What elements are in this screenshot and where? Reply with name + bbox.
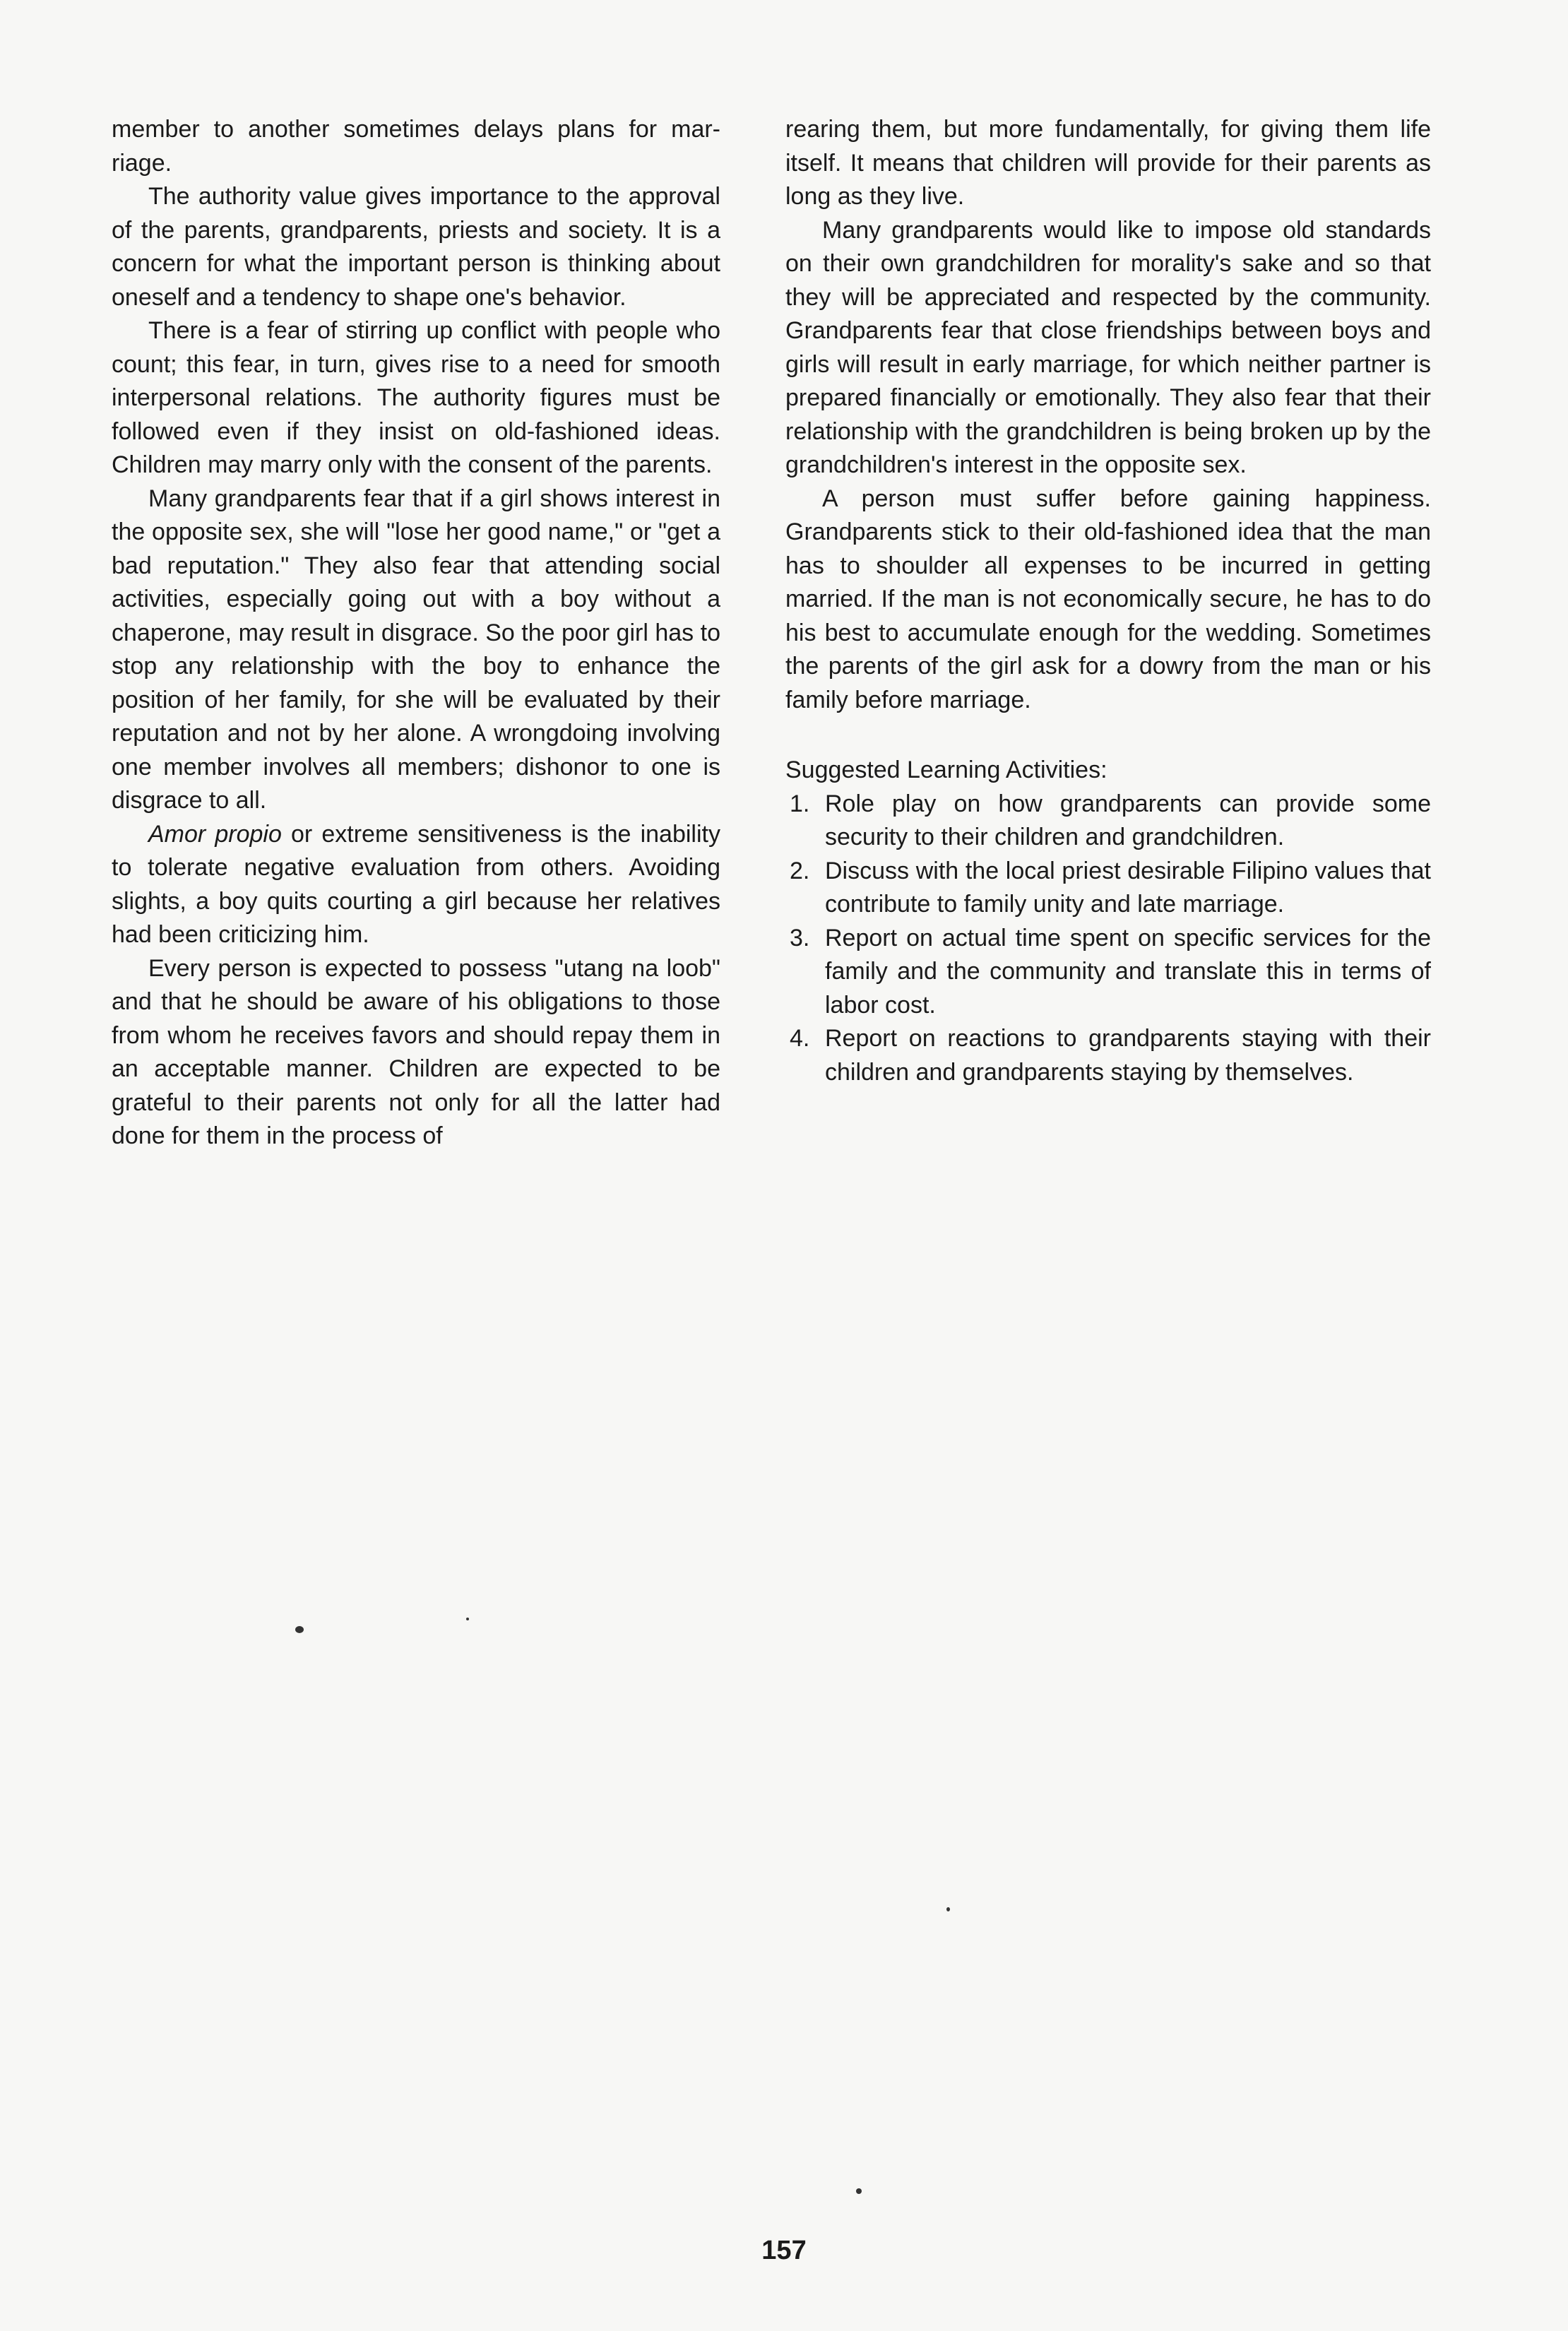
paragraph-rearing-continuation: rearing them, but more fundamentally, for giving them life itself. It means that children will provide for their parents as long as they live.: [785, 116, 1431, 210]
activities-list: [785, 788, 1431, 1090]
activities-heading: Suggested Learning Activities:: [785, 757, 1107, 783]
list-item: [785, 855, 1431, 922]
list-item-text: Report on reactions to grandparents staying with their children and grandparents staying by themselves.: [825, 1025, 1431, 1086]
list-item-number: 3.: [790, 924, 810, 951]
paragraph-amor-propio: [112, 818, 720, 952]
paragraph-grandparents-fear: Many grandparents fear that if a girl shows interest in the opposite sex, she will "lose her good name," or "get a bad reputation." They also fear that attending social activities, especially going out with a boy without a chaperone, may result in disgrace. So the poor girl has to stop any relationship with the boy to enhance the position of her family, for she will be evaluated by their reputation and not by her alone. A wrongdoing involving one member involves all members; dishonor to one is disgrace to all.: [112, 485, 720, 814]
left-column: [112, 113, 720, 1153]
scan-speck: [856, 2188, 862, 2194]
scan-speck: [946, 1907, 950, 1911]
list-item: [785, 788, 1431, 855]
paragraph-old-standards: Many grandparents would like to impose old standards on their own grandchildren for morality's sake and so that they will be appreciated and respected by the community. Grandparents fear that close friendships between boys and girls will result in early marriage, for which neither partner is prepared financially or emotionally. They also fear that their relationship with the grandchildren is being broken up by the grandchildren's interest in the opposite sex.: [785, 216, 1431, 478]
right-column: [785, 113, 1431, 1089]
page-number: 157: [761, 2236, 807, 2265]
list-item-text: Discuss with the local priest desirable Filipino values that contribute to family unity and late marriage.: [825, 857, 1431, 918]
paragraph-utang-na-loob: Every person is expected to possess "utang na loob" and that he should be aware of his obligations to those from whom he receives favors and should repay them in an acceptable manner. Children are expected to be grateful to their parents not only for all the latter had done for them in the process of: [112, 954, 720, 1149]
list-item-text: Report on actual time spent on specific services for the family and the community and translate this in terms of labor cost.: [825, 924, 1431, 1019]
amor-propio-text: or extreme sensitiveness is the inability to tolerate negative evaluation from others. Avoiding slights, a boy quits courting a girl because her relatives had been criticizing him.: [112, 820, 720, 948]
term-amor-propio: Amor propio: [148, 820, 282, 848]
scan-speck: [295, 1626, 304, 1633]
paragraph-continuation: member to another sometimes delays plans for mar-riage.: [112, 116, 720, 177]
paragraph-authority-value: The authority value gives importance to the approval of the parents, grandparents, priests and society. It is a concern for what the important person is thinking about oneself and a tendency to shape one's behavior.: [112, 183, 720, 311]
scan-speck: [466, 1618, 469, 1620]
list-item-number: 2.: [790, 857, 810, 884]
list-item: [785, 922, 1431, 1023]
paragraph-suffering: A person must suffer before gaining happiness. Grandparents stick to their old-fashioned idea that the man has to shoulder all expenses to be incurred in getting married. If the man is not economically secure, he has to do his best to accumulate enough for the wedding. Sometimes the parents of the girl ask for a dowry from the man or his family before marriage.: [785, 485, 1431, 713]
paragraph-fear-of-conflict: There is a fear of stirring up conflict with people who count; this fear, in turn, gives rise to a need for smooth interpersonal relations. The authority figures must be followed even if they insist on old-fashioned ideas. Children may marry only with the consent of the parents.: [112, 317, 720, 478]
list-item-text: Role play on how grandparents can provide some security to their children and grandchildren.: [825, 790, 1431, 850]
list-item: [785, 1022, 1431, 1089]
list-item-number: 1.: [790, 790, 810, 817]
list-item-number: 4.: [790, 1025, 810, 1052]
